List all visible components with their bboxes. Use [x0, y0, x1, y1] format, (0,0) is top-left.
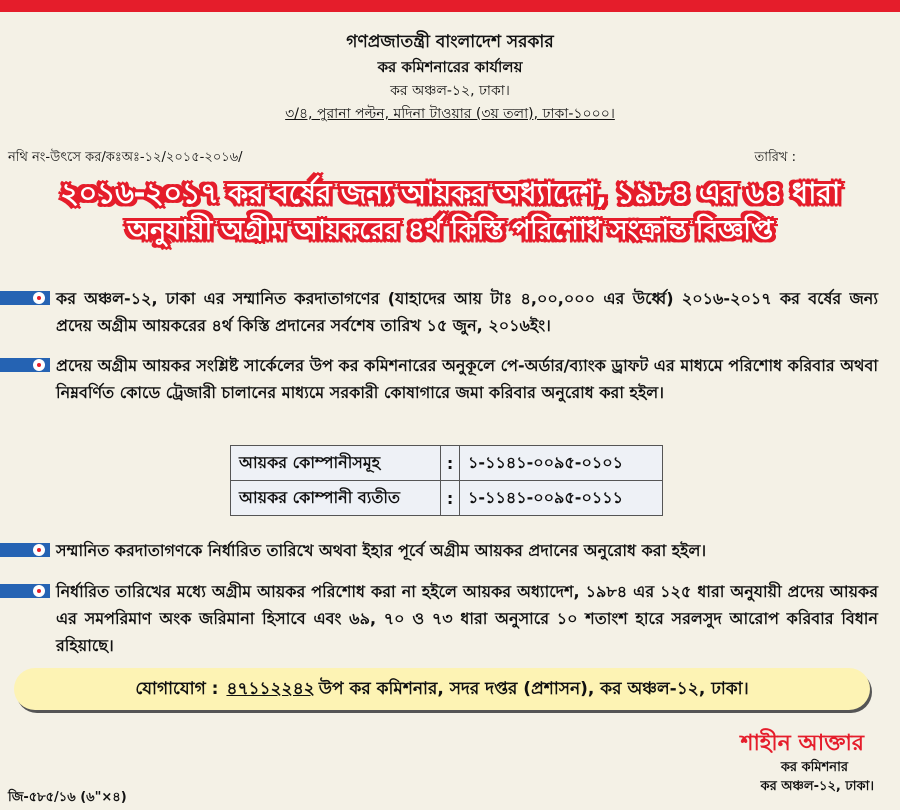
- print-code: জি-৫৮৫/১৬ (৬"×৪): [8, 790, 127, 805]
- paragraph-payment-method: প্রদেয় অগ্রীম আয়কর সংশ্লিষ্ট সার্কেলের উপ কর কমিশনারের অনুকূলে পে-অর্ডার/ব্যাংক ড্রাফট এর মাধ্যমে পরিশোধ করিবার অথবা নিম্নবর্ণিত কোডে ট্রেজারী চালানের মাধ্যমে সরকারী কোষাগারে জমা করিবার অনুরোধ করা হইল।: [56, 356, 878, 402]
- paragraph-deadline: কর অঞ্চল-১২, ঢাকা এর সম্মানিত করদাতাগণের (যাহাদের আয় টাঃ ৪,০০,০০০ এর উর্ধ্বে) ২০১৬-২০১৭ কর বর্ষের জন্য প্রদেয় অগ্রীম আয়করের ৪র্থ কিস্তি প্রদানের সর্বশেষ তারিখ ১৫ জুন, ২০১৬ইং।: [56, 289, 878, 335]
- top-red-rule: [0, 0, 900, 12]
- contact-label: যোগাযোগ :: [135, 679, 219, 699]
- office-name: কর কমিশনারের কার্যালয়: [377, 58, 523, 76]
- code-label: আয়কর কোম্পানী ব্যতীত: [231, 481, 441, 516]
- government-name: গণপ্রজাতন্ত্রী বাংলাদেশ সরকার: [346, 32, 554, 52]
- notice-title: [0, 176, 900, 247]
- code-value: ১-১১৪১-০০৯৫-০১১১: [460, 481, 663, 516]
- code-value: ১-১১৪১-০০৯৫-০১০১: [460, 446, 663, 481]
- memo-reference: নথি নং-উৎসে কর/কঃঅঃ-১২/২০১৫-২০১৬/: [8, 150, 243, 165]
- paragraph-penalty: নির্ধারিত তারিখের মধ্যে অগ্রীম আয়কর পরিশোধ করা না হইলে আয়কর অধ্যাদেশ, ১৯৮৪ এর ১২৫ ধারা অনুযায়ী প্রদেয় আয়কর এর সমপরিমাণ অংক জরিমানা হিসাবে এবং ৬৯, ৭০ ও ৭৩ ধারা অনুসারে ১০ শতাংশ হারে সরলসুদ আরোপ করিবার বিধান রহিয়াছে।: [56, 582, 878, 655]
- tax-zone: কর অঞ্চল-১২, ঢাকা।: [390, 83, 510, 99]
- title-line-1: ২০১৬-২০১৭ কর বর্ষের জন্য আয়কর অধ্যাদেশ, ১৯৮৪ এর ৬৪ ধারা: [60, 176, 840, 210]
- bullet-icon: [0, 543, 50, 557]
- table-row: [231, 481, 663, 516]
- table-row: [231, 446, 663, 481]
- bullet-icon: [0, 291, 50, 305]
- signatory-name: শাহীন আক্তার: [740, 731, 864, 756]
- title-line-2: অনুযায়ী অগ্রীম আয়করের ৪র্থ কিস্তি পরিশোধ সংক্রান্ত বিজ্ঞপ্তি: [127, 214, 773, 246]
- signatory-designation: কর কমিশনার: [780, 760, 848, 775]
- paragraph-request: সম্মানিত করদাতাগণকে নির্ধারিত তারিখে অথবা ইহার পূর্বে অগ্রীম আয়কর প্রদানের অনুরোধ করা হইল।: [56, 541, 707, 560]
- contact-text: উপ কর কমিশনার, সদর দপ্তর (প্রশাসন), কর অঞ্চল-১২, ঢাকা।: [318, 679, 749, 699]
- contact-banner: [14, 668, 870, 710]
- signature-block: [740, 733, 874, 793]
- bullet-icon: [0, 584, 50, 598]
- office-address: ৩/৪, পুরানা পল্টন, মদিনা টাওয়ার (৩য় তলা), ঢাকা-১০০০।: [285, 106, 615, 122]
- treasury-code-table: [230, 445, 663, 516]
- bullet-icon: [0, 358, 50, 372]
- signatory-office: কর অঞ্চল-১২, ঢাকা।: [760, 779, 874, 794]
- memo-date-label: তারিখ :: [754, 150, 796, 165]
- contact-phone: ৪৭১১২২৪২: [226, 679, 315, 699]
- letterhead: [0, 34, 900, 121]
- code-separator: :: [441, 481, 460, 516]
- code-label: আয়কর কোম্পানীসমূহ: [231, 446, 441, 481]
- code-separator: :: [441, 446, 460, 481]
